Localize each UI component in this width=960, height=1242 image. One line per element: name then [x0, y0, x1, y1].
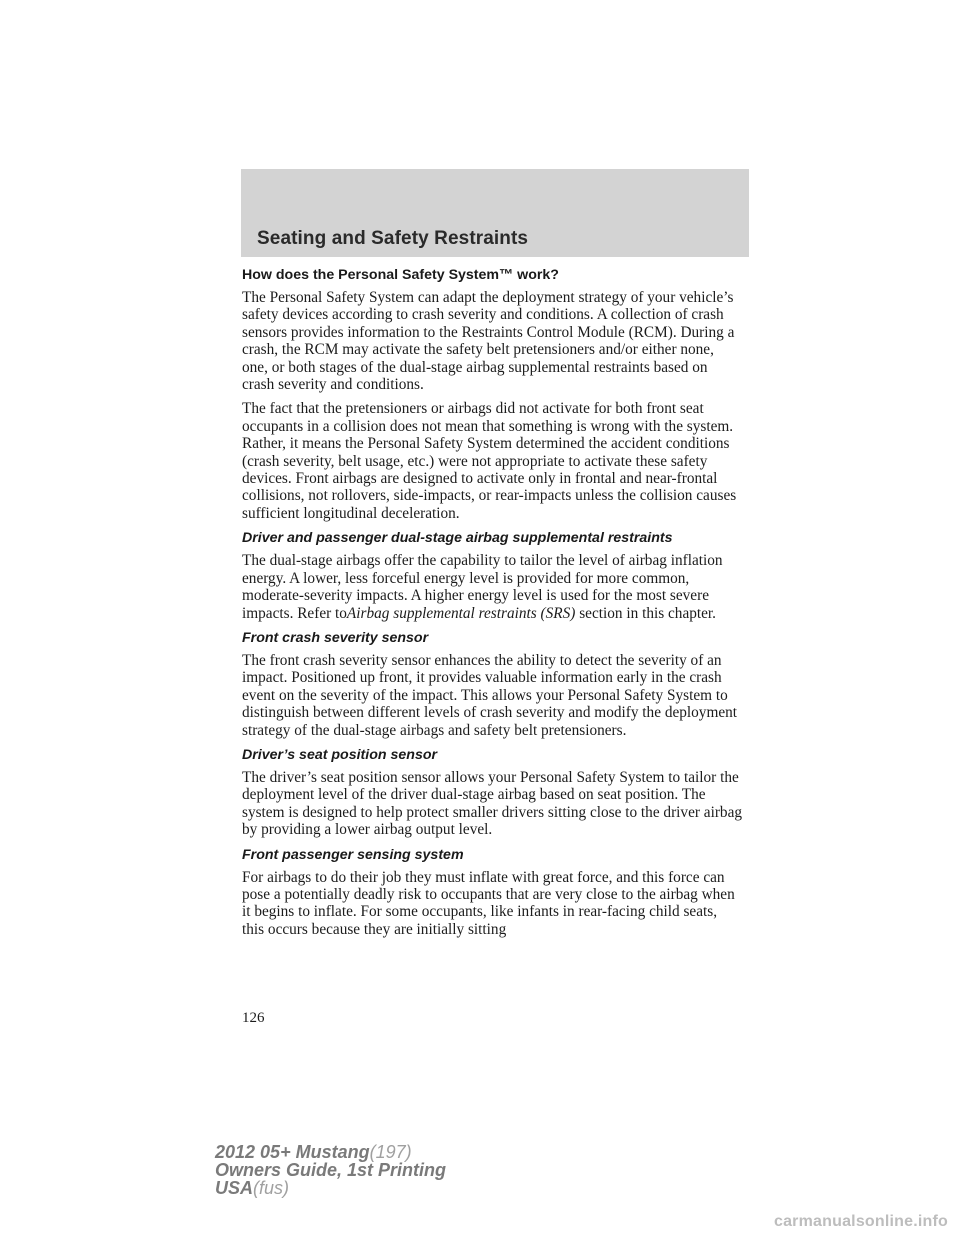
heading-passenger-sensing: Front passenger sensing system: [242, 846, 464, 863]
footer-line: USA(fus): [215, 1178, 290, 1198]
paragraph-text: The dual-stage airbags offer the capability to tailor the level of airbag inflation energy. A lower, less forceful energy level is provided for more common, moderate-severity impacts. A higher energy level is used for the most severe impacts. Refer to: [242, 552, 723, 622]
heading-dual-stage-airbags: Driver and passenger dual-stage airbag supplemental restraints: [242, 530, 673, 547]
paragraph: The driver’s seat position sensor allows your Personal Safety System to tailor the deployment level of the driver dual-stage airbag based on seat position. The system is designed to help protect smaller drivers sitting close to the driver airbag by providing a lower airbag output level.: [242, 768, 743, 839]
section-title: Seating and Safety Restraints: [257, 228, 529, 249]
paragraph-text: section in this chapter.: [579, 604, 716, 622]
cross-reference: Airbag supplemental restraints (SRS): [346, 604, 576, 622]
footer-line: Owners Guide, 1st Printing: [215, 1160, 447, 1180]
section-header-band: [241, 169, 749, 257]
heading-seat-position-sensor: Driver’s seat position sensor: [242, 746, 438, 763]
watermark: carmanualsonline.info: [773, 1213, 948, 1230]
print-footer: [215, 1143, 446, 1197]
paragraph: For airbags to do their job they must inflate with great force, and this force can pose a potentially deadly risk to occupants that are very close to the airbag when it begins to inflate. For some occupants, like infants in rear-facing child seats, this occurs because they are initially sitting: [242, 868, 735, 938]
paragraph: The front crash severity sensor enhances the ability to detect the severity of an impact. Positioned up front, it provides valuable information early in the crash event on the severity of the impact. This allows your Personal Safety System to distinguish between different levels of crash severity and modify the deployment strategy of the dual-stage airbags and safety belt pretensioners.: [242, 651, 738, 739]
paragraph: The fact that the pretensioners or airbags did not activate for both front seat occupants in a collision does not mean that something is wrong with the system. Rather, it means the Personal Safety System determined the accident conditions (crash severity, belt usage, etc.) were not appropriate to activate these safety devices. Front airbags are designed to activate only in frontal and near-frontal collisions, not rollovers, side-impacts, or rear-impacts unless the collision causes sufficient longitudinal deceleration.: [242, 400, 737, 522]
page-content: [242, 266, 742, 945]
paragraph: The Personal Safety System can adapt the deployment strategy of your vehicle’s safety devices according to crash severity and conditions. A collection of crash sensors provides information to the Restraints Control Module (RCM). During a crash, the RCM may activate the safety belt pretensioners and/or either none, one, or both stages of the dual-stage airbag supplemental restraints based on crash severity and conditions.: [242, 289, 735, 394]
heading-how-pss-works: How does the Personal Safety System™ work?: [242, 267, 559, 283]
page-number: 126: [242, 1010, 265, 1026]
footer-line: 2012 05+ Mustang(197): [215, 1142, 412, 1162]
paragraph: [242, 552, 742, 622]
heading-front-crash-sensor: Front crash severity sensor: [242, 629, 429, 646]
